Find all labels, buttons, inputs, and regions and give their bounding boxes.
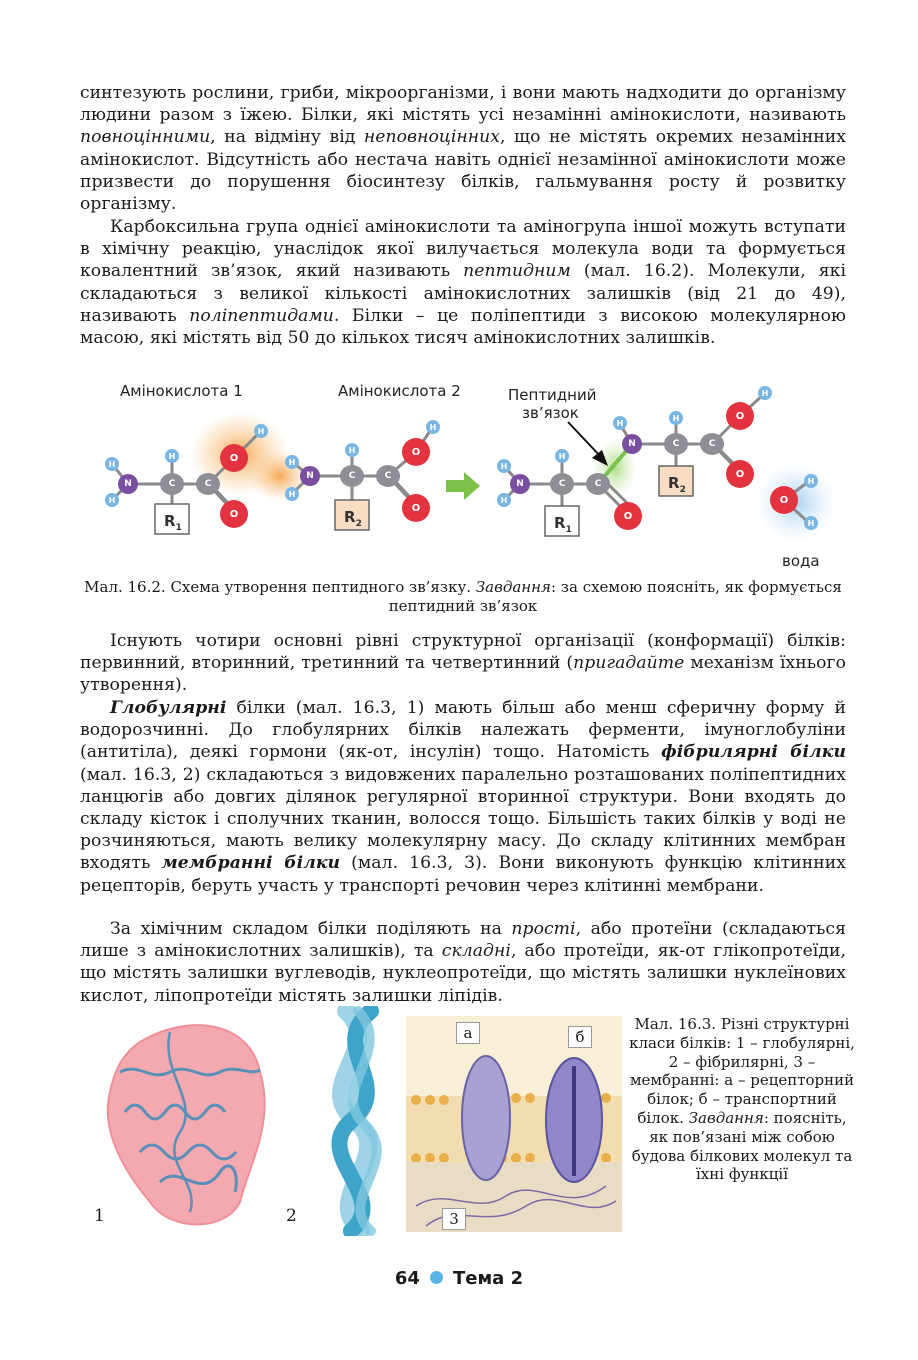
fibrillar-protein-illustration <box>316 1006 406 1236</box>
hydrogen-atom: H <box>669 411 683 425</box>
label-peptide-bond-line2: зв’язок <box>522 404 579 422</box>
hydrogen-atom: H <box>285 487 299 501</box>
pointer-line <box>568 422 602 458</box>
oxygen-atom: O <box>726 460 754 488</box>
carbon-atom: C <box>700 433 724 455</box>
nitrogen-atom: N <box>510 474 530 494</box>
text-run: Існують чотири основні рівні структурної організації (конформації) білків: первинний, вторинний, третинний та четвертинний ( <box>80 631 846 674</box>
oxygen-atom: O <box>402 494 430 522</box>
term-peptide: пептидним <box>463 261 571 282</box>
nitrogen-atom: N <box>300 466 320 486</box>
term-recall: пригадайте <box>573 653 685 674</box>
caption-text: : за схемою поясніть, як формується пептидний зв’язок <box>388 578 842 615</box>
hydrogen-atom: H <box>497 493 511 507</box>
nitrogen-atom: N <box>622 434 642 454</box>
label-b: б <box>568 1026 592 1048</box>
paragraph-chemical-composition <box>80 918 846 1007</box>
label-a: а <box>456 1022 480 1044</box>
text-run: (мал. 16.3, 3). Вони виконують функцію клітинних рецепторів, беруть участь у транспорті речовин через клітинні мембрани. <box>80 853 847 896</box>
oxygen-atom: O <box>220 444 248 472</box>
term-membrane: мембранні білки <box>161 853 341 874</box>
page-footer <box>0 1268 918 1289</box>
label-amino-acid-2: Амінокислота 2 <box>338 382 461 400</box>
text-run: білки (мал. 16.3, 1) мають більш або менш сферичну форму й водорозчинні. До глобулярних білків належать ферменти, імуноглобуліни (антитіла), деякі гормони (як-от, інсулін) тощо. Натомість <box>80 698 846 763</box>
membrane-svg <box>406 1016 622 1232</box>
carbon-atom: C <box>586 473 610 495</box>
caption-task-label: Завдання <box>688 1108 764 1127</box>
caption-text: Мал. 16.2. Схема утворення пептидного зв’язку. <box>84 578 476 596</box>
term-complete-proteins: повноцінними <box>80 127 211 148</box>
term-complex: складні <box>441 941 511 962</box>
radical-label-r1-dipeptide: $R_1$ <box>554 514 572 535</box>
text-run: (мал. 16.2). Молекули, які складаються з великої кількості амінокислотних залишків (від 21 до 49), називають <box>80 261 847 326</box>
radical-label-r2: $R_2$ <box>344 508 362 529</box>
radical-label-r1: $R_1$ <box>164 512 182 533</box>
page-number: 64 <box>394 1268 420 1289</box>
water-hydrogen-atom: H <box>804 516 818 530</box>
label-water: вода <box>782 552 820 570</box>
figure-number-2: 2 <box>286 1206 297 1226</box>
carbon-atom: C <box>196 473 220 495</box>
carbon-atom: C <box>340 465 364 487</box>
hydrogen-atom: H <box>285 455 299 469</box>
radical-label-r2-dipeptide: $R_2$ <box>668 474 686 495</box>
text-run: синтезують рослини, гриби, мікроорганізми, і вони мають надходити до організму людини разом з їжею. Білки, які містять усі незамінні амінокислоти, називають <box>80 83 846 126</box>
paragraph-peptide-bond <box>80 216 846 349</box>
text-run: За хімічним складом білки поділяють на <box>110 919 512 939</box>
water-hydrogen-atom: H <box>804 474 818 488</box>
paragraph-structure-levels <box>80 630 846 697</box>
text-run: механізм їхнього утворення). <box>80 653 846 696</box>
carbon-atom: C <box>160 473 184 495</box>
term-incomplete-proteins: неповноцінних <box>363 127 501 148</box>
caption-task-label: Завдання <box>475 578 551 596</box>
term-simple: прості <box>511 919 576 939</box>
hydrogen-atom: H <box>497 459 511 473</box>
text-run: , на відміну від <box>210 127 364 148</box>
hydrogen-atom: H <box>105 457 119 471</box>
paragraph-essential-amino-acids <box>80 82 846 215</box>
figure-16-3-caption <box>626 1015 858 1184</box>
caption-text: Мал. 16.3. Різні структурні класи білків: 1 – глобулярні, 2 – фібрилярні, 3 – мембранні: а – рецепторний білок; б – транспортний білок. <box>629 1015 855 1127</box>
text-run: , що не містять окремих незамінних амінокислот. Відсутність або нестача навіть однієї незамінної амінокислоти може призвести до порушення біосинтезу білків, гальмування росту й розвитку організму. <box>80 127 846 215</box>
carbon-atom: C <box>376 465 400 487</box>
oxygen-atom: O <box>402 438 430 466</box>
term-polypeptides: поліпептидами <box>189 305 334 326</box>
text-run: (мал. 16.3, 2) складаються з видовжених паралельно розташованих поліпептидних ланцюгів або довгих ділянок регулярної вторинної структури. Вони входять до складу кісток і сполучних тканин, волосся тощо. Більшість таких білків у воді не розчиняються, мають велику молекулярну масу. До складу клітинних мембран входять <box>80 764 846 874</box>
hydrogen-atom: H <box>426 420 440 434</box>
receptor-protein <box>462 1056 510 1180</box>
text-run: , або протеїди, як-от глікопротеїди, що містять залишки вуглеводів, нуклеопротеїди, що містять залишки нуклеїнових кислот, ліпопротеїди містять залишки ліпідів. <box>80 941 846 1006</box>
label-peptide-bond-line1: Пептидний <box>508 386 597 404</box>
hydrogen-atom: H <box>758 386 772 400</box>
term-fibrillar: фібрилярні білки <box>661 742 846 763</box>
hydrogen-atom: H <box>165 449 179 463</box>
hydrogen-atom: H <box>613 416 627 430</box>
text-run: . Білки – це поліпептиди з високою молекулярною масою, які містять від 50 до кількох тисяч амінокислотних залишків. <box>80 305 846 349</box>
carbon-atom: C <box>550 473 574 495</box>
hydrogen-atom: H <box>345 443 359 457</box>
carbon-atom: C <box>664 433 688 455</box>
figure-peptide-bond-diagram <box>80 376 846 576</box>
membrane-protein-illustration <box>406 1016 622 1232</box>
reaction-arrow <box>446 472 480 500</box>
nitrogen-atom: N <box>118 474 138 494</box>
hydrogen-atom: H <box>105 493 119 507</box>
footer-dot-icon <box>430 1271 443 1284</box>
text-run: , або протеїни (складаються лише з амінокислотних залишків), та <box>80 919 846 962</box>
water-oxygen-atom: O <box>770 486 798 514</box>
term-globular: Глобулярні <box>110 698 227 718</box>
label-amino-acid-1: Амінокислота 1 <box>120 382 243 400</box>
figure-16-2-caption <box>80 578 846 616</box>
oxygen-atom: O <box>614 502 642 530</box>
figure-number-1: 1 <box>94 1206 105 1226</box>
text-run: Карбоксильна група однієї амінокислоти та аміногрупа іншої можуть вступати в хімічну реакцію, унаслідок якої вилучається молекула води та формується ковалентний зв’язок, який називають <box>80 217 846 282</box>
paragraph-protein-types <box>80 697 846 897</box>
hydrogen-atom: H <box>254 424 268 438</box>
caption-text: : поясніть, як пов’язані між собою будова білкових молекул та їхні функції <box>631 1108 853 1184</box>
globular-protein-illustration <box>100 1012 280 1232</box>
oxygen-atom: O <box>220 500 248 528</box>
topic-label: Тема 2 <box>452 1268 524 1289</box>
oxygen-atom: O <box>726 402 754 430</box>
figure-number-3: 3 <box>442 1208 466 1230</box>
hydrogen-atom: H <box>555 449 569 463</box>
